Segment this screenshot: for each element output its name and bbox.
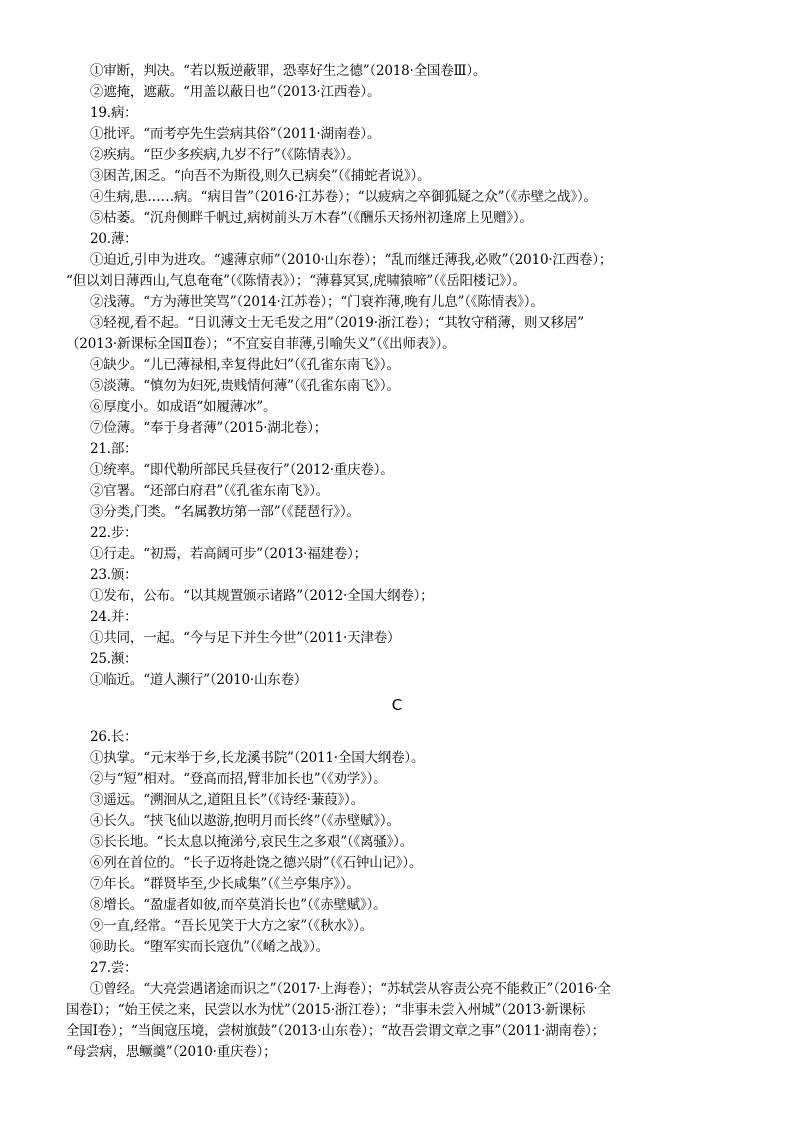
section-heading: 25.濒： [90,651,138,667]
text-line: ④长久。“挟飞仙以遨游,抱明月而长终”（《赤壁赋》）。 [90,813,400,829]
section-heading: 21.部： [90,441,138,457]
text-line: ②官署。“还部白府君”（《孔雀东南飞》）。 [90,483,330,499]
section-heading: 19.病： [90,105,138,121]
text-line: ⑤枯萎。“沉舟侧畔千帆过,病树前头万木春”（《酬乐天扬州初逢席上见赠》）。 [90,210,533,226]
text-line: ①曾经。“大亮尝遇诸途而识之”（2017·上海卷）；“苏轼尝从容责公亮不能救正”（2016·全 [90,981,611,997]
text-line: ①共同，一起。“今与足下并生今世”（2011·天津卷） [90,630,401,646]
section-heading: 20.薄： [90,231,138,247]
text-line: ③困苦,困乏。“向吾不为斯役,则久已病矣”（《捕蛇者说》）。 [90,168,431,184]
text-line: ①统率。“即代勒所部民兵昼夜行”（2012·重庆卷）。 [90,462,394,478]
section-heading: 24.并： [90,609,138,625]
text-line: “但以刘日薄西山,气息奄奄”（《陈情表》）；“薄暮冥冥,虎啸猿啼”（《岳阳楼记》）。 [66,273,526,289]
text-line: ⑦俭薄。“奉于身者薄”（2015·湖北卷）； [90,420,328,436]
text-line: ⑤淡薄。“慎勿为妇死,贵贱情何薄”（《孔雀东南飞》）。 [90,378,400,394]
text-line: ⑨一直,经常。“吾长见笑于大方之家”（《秋水》）。 [90,918,374,934]
text-line: ⑤长长地。“长太息以掩涕兮,哀民生之多艰”（《离骚》）。 [90,834,413,850]
text-line: ①行走。“初焉，若高阔可步”（2013·福建卷）； [90,546,367,562]
text-line: ④缺少。“儿已薄禄相,幸复得此妇”（《孔雀东南飞》）。 [90,357,400,373]
text-line: ②遮掩，遮蔽。“用盖以蔽日也”（2013·江西卷）。 [90,84,381,100]
text-line: ①发布，公布。“以其规置颁示诸路”（2012·全国大纲卷）； [90,588,434,604]
text-line: ⑥列在首位的。“长子迈将赴饶之德兴尉”（《石钟山记》）。 [90,855,423,871]
text-line: ①迫近,引申为进攻。“遽薄京师”（2010·山东卷）；“乱而继迁薄我,必败”（2010·江西卷）； [90,252,613,268]
text-line: “母尝病，思鳜羹”（2010·重庆卷）； [66,1044,277,1060]
text-line: （2013·新课标全国Ⅱ卷）；“不宜妄自菲薄,引喻失义”（《出师表》）。 [66,336,456,352]
text-line: ①批评。“而考亭先生尝病其俗”（2011·湖南卷）。 [90,126,381,142]
text-line: ⑧增长。“盈虚者如彼,而卒莫消长也”（《赤壁赋》）。 [90,897,387,913]
text-line: ①执掌。“元末举于乡,长龙溪书院”（2011·全国大纲卷）。 [90,750,425,766]
section-heading: 27.尝： [90,960,138,976]
text-line: ①临近。“道人濒行”（2010·山东卷） [90,672,308,688]
text-line: ②疾病。“臣少多疾病,九岁不行”（《陈情表》）。 [90,147,360,163]
text-line: 国卷Ⅰ）；“始王侯之来，民尝以水为忧”（2015·浙江卷）；“非事未尝入州城”（2013·新课标 [66,1002,586,1018]
text-line: ③遥远。“溯洄从之,道阻且长”（《诗经·蒹葭》）。 [90,792,364,808]
text-line: ②与“短”相对。“登高而招,臂非加长也”（《劝学》）。 [90,771,387,787]
letter-heading: C [391,696,403,714]
text-line: ①审断，判决。“若以叛逆蔽罪，恐辜好生之德”（2018·全国卷Ⅲ）。 [90,63,487,79]
text-line: ⑦年长。“群贤毕至,少长咸集”（《兰亭集序》）。 [90,876,360,892]
text-line: ②浅薄。“方为薄世笑骂”（2014·江苏卷）；“门衰祚薄,晚有儿息”（《陈情表》）。 [90,294,544,310]
section-heading: 23.颁： [90,567,138,583]
section-heading: 26.长： [90,729,138,745]
text-line: ⑥厚度小。如成语“如履薄冰”。 [90,399,277,415]
text-line: ⑩助长。“堕军实而长寇仇”（《崤之战》）。 [90,939,330,955]
text-line: 全国Ⅰ卷）；“当闽寇压境，尝树旗鼓”（2013·山东卷）；“故吾尝谓文章之事”（2011·湖南卷）； [66,1023,605,1039]
text-line: ④生病,患……病。“病目眚”（2016·江苏卷）；“以疲病之卒御狐疑之众”（《赤壁之战》）。 [90,189,597,205]
text-line: ③轻视,看不起。“日讥薄文士无毛发之用”（2019·浙江卷）；“其牧守稍薄，则又移居” [90,315,584,331]
text-line: ③分类,门类。“名属教坊第一部”（《琵琶行》）。 [90,504,360,520]
section-heading: 22.步： [90,525,138,541]
